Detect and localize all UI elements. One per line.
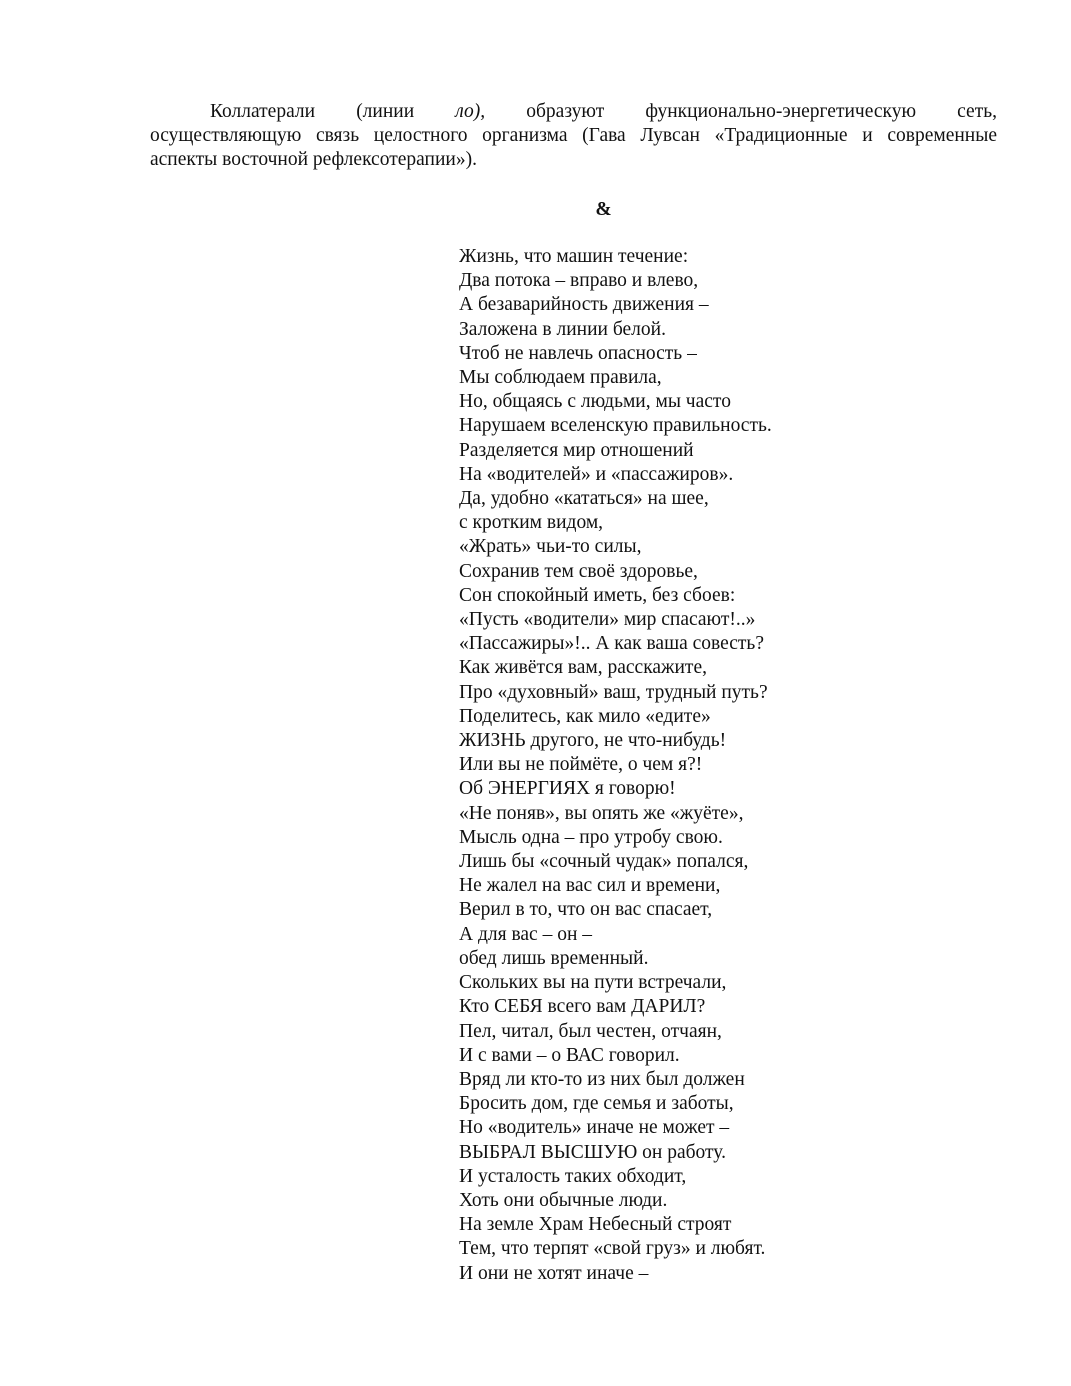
poem-line: На земле Храм Небесный строят xyxy=(459,1214,732,1236)
poem-line: Не жалел на вас сил и времени, xyxy=(459,875,721,897)
section-separator: & xyxy=(595,199,612,220)
poem-line: И с вами – о ВАС говорил. xyxy=(459,1044,680,1066)
poem-line: Верил в то, что он вас спасает, xyxy=(459,899,713,921)
poem-line: Вряд ли кто-то из них был должен xyxy=(459,1068,745,1090)
poem-line: «Не поняв», вы опять же «жуёте», xyxy=(459,802,744,824)
poem-line: Два потока – вправо и влево, xyxy=(459,270,699,292)
poem-line: Мысль одна – про утробу свою. xyxy=(459,826,723,848)
poem-line: ВЫБРАЛ ВЫСШУЮ он работу. xyxy=(459,1141,726,1163)
poem-line: с кротким видом, xyxy=(459,512,604,534)
poem-line: А для вас – он – xyxy=(459,923,593,945)
poem-line: Про «духовный» ваш, трудный путь? xyxy=(459,681,768,703)
intro-paragraph xyxy=(150,100,997,172)
poem xyxy=(459,245,772,1286)
poem-line: Или вы не поймёте, о чем я?! xyxy=(459,754,703,776)
poem-line: Сон спокойный иметь, без сбоев: xyxy=(459,584,736,606)
intro-word: (линии xyxy=(356,101,415,122)
poem-line: А безаварийность движения – xyxy=(459,294,709,316)
poem-line: Мы соблюдаем правила, xyxy=(459,367,662,389)
poem-line: Тем, что терпят «свой груз» и любят. xyxy=(459,1238,766,1260)
poem-line: Пел, читал, был честен, отчаян, xyxy=(459,1020,722,1042)
intro-line-1 xyxy=(150,100,997,124)
poem-line: На «водителей» и «пассажиров». xyxy=(459,463,734,485)
poem-line: Сохранив тем своё здоровье, xyxy=(459,560,698,582)
poem-line: И они не хотят иначе – xyxy=(459,1262,649,1284)
poem-line: «Пассажиры»!.. А как ваша совесть? xyxy=(459,633,764,655)
poem-line: Об ЭНЕРГИЯХ я говорю! xyxy=(459,778,676,800)
poem-line: Лишь бы «сочный чудак» попался, xyxy=(459,851,749,873)
poem-line: «Пусть «водители» мир спасают!..» xyxy=(459,609,756,631)
poem-line: Хоть они обычные люди. xyxy=(459,1189,668,1211)
poem-line: Как живётся вам, расскажите, xyxy=(459,657,707,679)
poem-line: Разделяется мир отношений xyxy=(459,439,694,461)
poem-line: Да, удобно «кататься» на шее, xyxy=(459,488,709,510)
poem-line: Но, общаясь с людьми, мы часто xyxy=(459,391,731,413)
poem-line: Бросить дом, где семья и заботы, xyxy=(459,1093,734,1115)
poem-line: обед лишь временный. xyxy=(459,947,649,969)
intro-word: функционально-энергетическую xyxy=(645,101,917,122)
poem-line: Скольких вы на пути встречали, xyxy=(459,972,727,994)
poem-line: Нарушаем вселенскую правильность. xyxy=(459,415,772,437)
poem-line: Чтоб не навлечь опасность – xyxy=(459,342,697,364)
intro-word: сеть, xyxy=(957,101,997,122)
poem-line: Жизнь, что машин течение: xyxy=(459,246,689,267)
poem-line: «Жрать» чьи-то силы, xyxy=(459,536,642,558)
poem-line: ЖИЗНЬ другого, не что-нибудь! xyxy=(459,730,727,752)
poem-line: Поделитесь, как мило «едите» xyxy=(459,705,711,727)
intro-line-3: аспекты восточной рефлексотерапии»). xyxy=(150,149,477,170)
poem-line: И усталость таких обходит, xyxy=(459,1165,687,1187)
poem-line: Кто СЕБЯ всего вам ДАРИЛ? xyxy=(459,996,706,1018)
intro-word: образуют xyxy=(526,101,605,122)
intro-line-2: осуществляющую связь целостного организма (Гава Лувсан «Традиционные и современные xyxy=(150,125,997,146)
poem-line: Но «водитель» иначе не может – xyxy=(459,1117,730,1139)
poem-line: Заложена в линии белой. xyxy=(459,318,666,340)
intro-italic-word: ло), xyxy=(455,101,486,122)
intro-word: Коллатерали xyxy=(210,101,316,122)
